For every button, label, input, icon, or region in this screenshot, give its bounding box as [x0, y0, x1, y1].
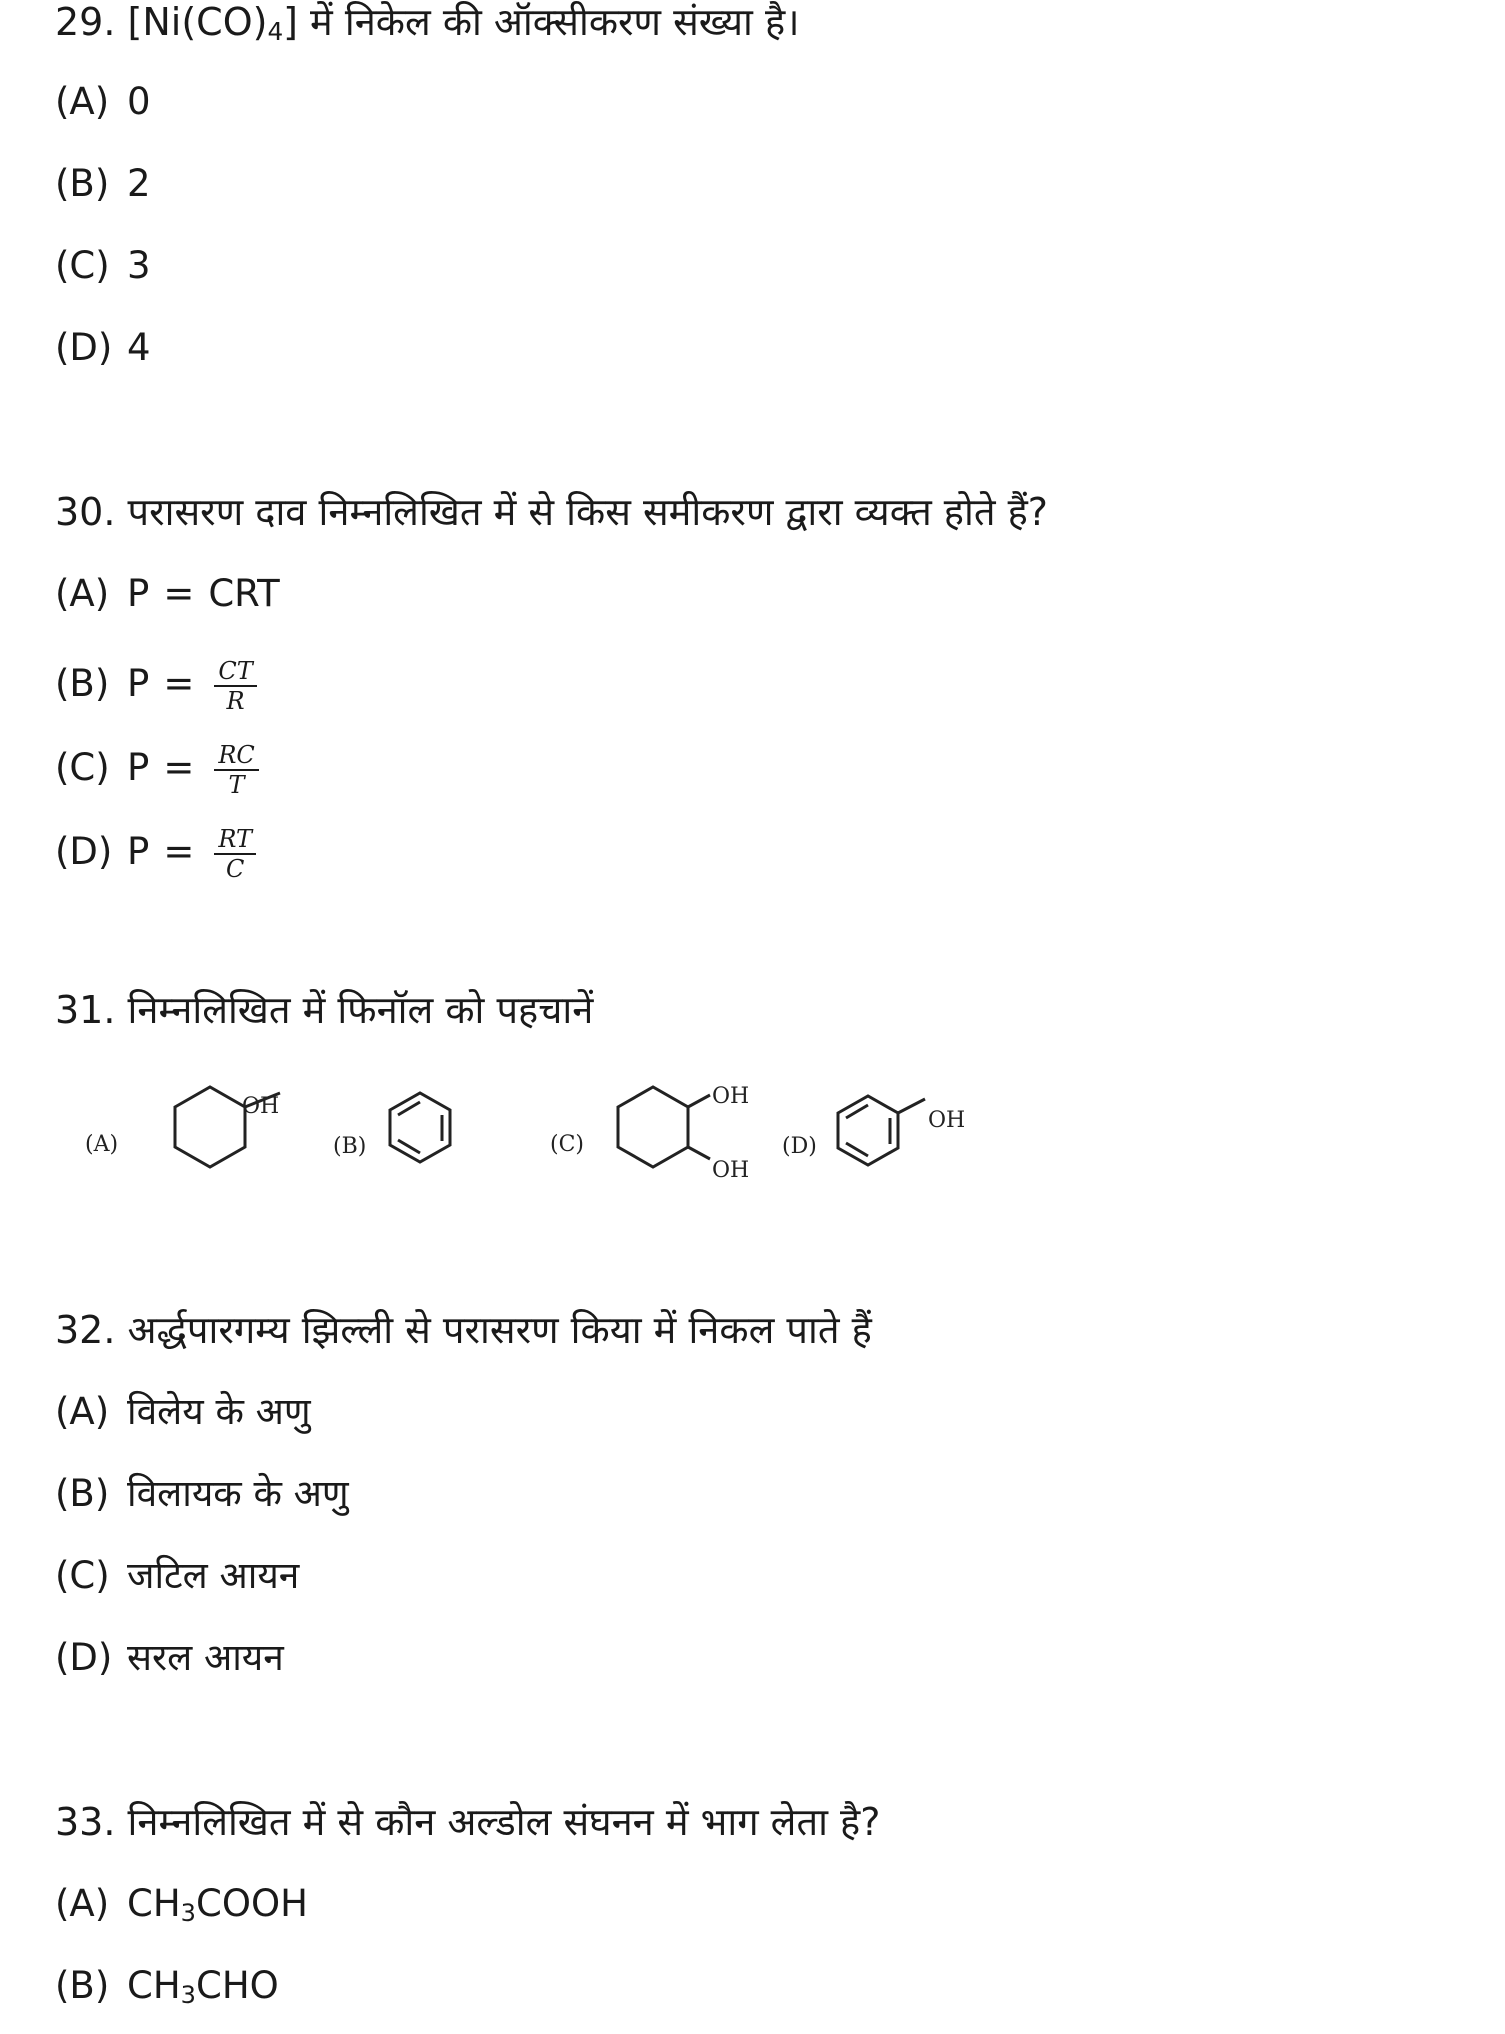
hydroxyl-group-2: OH — [712, 1158, 750, 1183]
question-text: निम्नलिखित में से कौन अल्डोल संघनन में भाग लेता है? — [127, 1800, 881, 1844]
question-text: निम्नलिखित में फिनॉल को पहचानें — [127, 988, 594, 1032]
option-label: (B) — [55, 1964, 110, 2007]
hydroxyl-group: OH — [928, 1108, 966, 1133]
option-label: (D) — [55, 1636, 113, 1679]
structure-label-b: (B) — [333, 1134, 367, 1159]
structure-label-d: (D) — [782, 1134, 817, 1159]
equals-sign: = — [163, 572, 195, 615]
lhs: P — [127, 830, 150, 873]
question-number: 31. — [55, 988, 116, 1032]
question-text-pre: [Ni(CO) — [127, 0, 268, 44]
option-text: 0 — [127, 80, 151, 123]
option-label: (A) — [55, 1390, 110, 1433]
option-label: (A) — [55, 1882, 110, 1925]
question-number: 30. — [55, 490, 116, 534]
option-label: (B) — [55, 162, 110, 205]
fraction — [214, 741, 258, 799]
option-text: विलायक के अणु — [127, 1472, 349, 1515]
option-text: विलेय के अणु — [127, 1390, 311, 1433]
denominator: T — [228, 770, 245, 799]
lhs: P — [127, 572, 150, 615]
numerator: CT — [214, 657, 256, 687]
option-label: (C) — [55, 1554, 110, 1597]
question-32 — [55, 1308, 872, 1352]
option-33-b — [55, 1964, 279, 2017]
question-text-post: ] में निकेल की ऑक्सीकरण संख्या है। — [283, 0, 800, 44]
option-text: जटिल आयन — [127, 1554, 300, 1597]
question-29 — [55, 0, 800, 54]
fraction — [214, 825, 256, 883]
structures-figure — [60, 1065, 1020, 1215]
question-number: 33. — [55, 1800, 116, 1844]
option-label: (C) — [55, 244, 110, 287]
subscript: 4 — [267, 16, 284, 46]
option-text: 3 — [127, 244, 151, 287]
lhs: P — [127, 662, 150, 705]
hydroxyl-group: OH — [242, 1094, 280, 1119]
formula-post: COOH — [195, 1882, 308, 1925]
option-32-c — [55, 1554, 299, 1598]
formula-pre: CH — [127, 1882, 181, 1925]
option-text: सरल आयन — [127, 1636, 284, 1679]
equals-sign: = — [163, 662, 195, 705]
option-30-c — [55, 734, 259, 802]
fraction — [214, 657, 256, 715]
option-label: (D) — [55, 326, 113, 369]
subscript: 3 — [180, 1898, 196, 1927]
formula-post: CHO — [195, 1964, 279, 2007]
question-text: अर्द्धपारगम्य झिल्ली से परासरण किया में निकल पाते हैं — [127, 1308, 872, 1352]
option-text: 2 — [127, 162, 151, 205]
option-32-b — [55, 1472, 349, 1516]
subscript: 3 — [180, 1980, 196, 2009]
structure-label-c: (C) — [550, 1132, 584, 1157]
equals-sign: = — [163, 830, 195, 873]
option-label: (B) — [55, 1472, 110, 1515]
option-29-a — [55, 80, 151, 124]
question-number: 29. — [55, 0, 116, 44]
question-33 — [55, 1800, 880, 1844]
lhs: P — [127, 746, 150, 789]
option-label: (C) — [55, 746, 110, 789]
option-text: 4 — [127, 326, 151, 369]
formula-pre: CH — [127, 1964, 181, 2007]
option-29-b — [55, 162, 151, 206]
option-33-a — [55, 1882, 308, 1935]
question-number: 32. — [55, 1308, 116, 1352]
rhs: CRT — [208, 572, 280, 615]
option-label: (A) — [55, 80, 110, 123]
option-30-b — [55, 650, 257, 718]
numerator: RC — [214, 741, 258, 771]
numerator: RT — [214, 825, 256, 855]
cyclohexane-ring — [618, 1087, 688, 1167]
option-label: (B) — [55, 662, 110, 705]
option-label: (A) — [55, 572, 110, 615]
option-32-d — [55, 1636, 284, 1680]
option-30-a — [55, 572, 280, 616]
option-32-a — [55, 1390, 311, 1434]
structure-label-a: (A) — [85, 1132, 119, 1157]
denominator: R — [226, 686, 245, 715]
option-label: (D) — [55, 830, 113, 873]
denominator: C — [225, 854, 245, 883]
question-31 — [55, 988, 593, 1032]
cyclohexane-ring — [175, 1087, 245, 1167]
option-30-d — [55, 818, 256, 886]
question-text: परासरण दाव निम्नलिखित में से किस समीकरण द्वारा व्यक्त होते हैं? — [127, 490, 1048, 534]
equals-sign: = — [163, 746, 195, 789]
option-29-c — [55, 244, 151, 288]
question-30 — [55, 490, 1048, 534]
option-29-d — [55, 326, 151, 370]
hydroxyl-group-1: OH — [712, 1084, 750, 1109]
